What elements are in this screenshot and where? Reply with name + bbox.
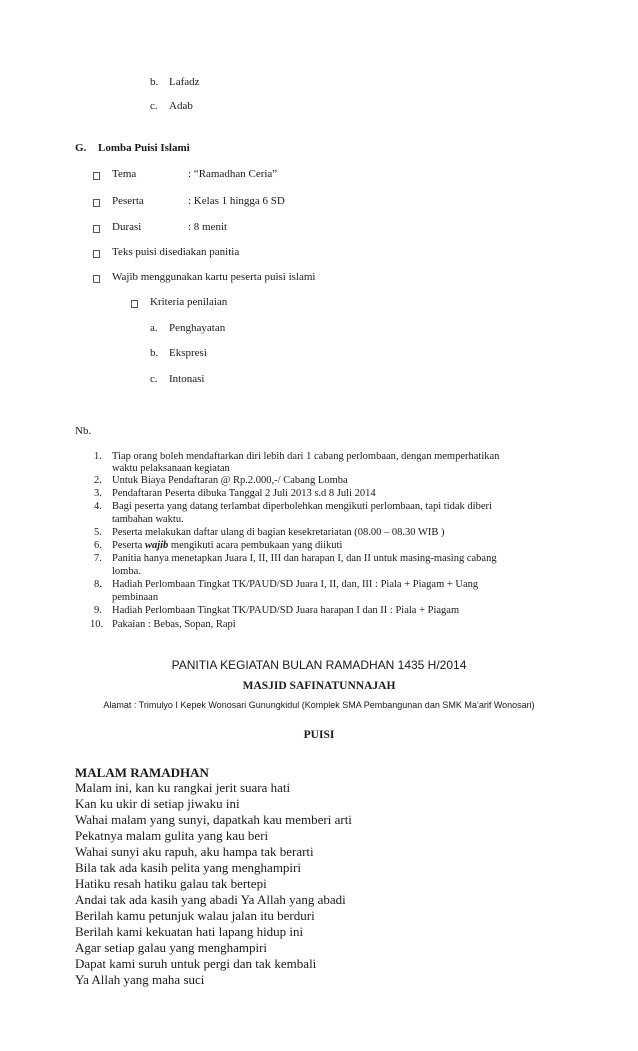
address-line: Alamat : Trimulyo I Kepek Wonosari Gunungkidul (Komplek SMA Pembangunan dan SMK Ma’arif Wonosari) bbox=[103, 700, 535, 710]
note-text: tambahan waktu. bbox=[112, 514, 184, 525]
criteria-item: Intonasi bbox=[169, 373, 205, 385]
list-marker: a. bbox=[150, 322, 158, 334]
notes-heading: Nb. bbox=[75, 425, 92, 437]
criteria-item: Ekspresi bbox=[169, 347, 207, 359]
checkbox-bullet-icon bbox=[131, 300, 138, 308]
poem-line: Wahai malam yang sunyi, dapatkah kau memberi arti bbox=[75, 812, 352, 827]
note-text: Hadiah Perlombaan Tingkat TK/PAUD/SD Juara I, II, dan, III : Piala + Piagam + Uang bbox=[112, 579, 479, 590]
bullet-value: : Kelas 1 hingga 6 SD bbox=[188, 195, 285, 207]
note-text-post: mengikuti acara pembukaan yang diikuti bbox=[168, 540, 343, 551]
poem-line: Hatiku resah hatiku galau tak bertepi bbox=[75, 876, 267, 891]
note-number: 8. bbox=[94, 579, 102, 590]
bullet-label: Durasi bbox=[112, 221, 142, 233]
note-number: 9. bbox=[94, 605, 102, 616]
note-text: Panitia hanya menetapkan Juara I, II, III dan harapan I, dan II untuk masing-masing cabang bbox=[112, 553, 497, 564]
note-text: Peserta melakukan daftar ulang di bagian kesekretariatan (08.00 – 08.30 WIB ) bbox=[112, 527, 445, 538]
poem-line: Berilah kamu petunjuk walau jalan itu berduri bbox=[75, 908, 315, 923]
checkbox-bullet-icon bbox=[93, 172, 100, 180]
poem-line: Bila tak ada kasih pelita yang menghampiri bbox=[75, 860, 301, 875]
section-letter: G. bbox=[75, 142, 87, 154]
bullet-label: Peserta bbox=[112, 195, 144, 207]
list-marker: c. bbox=[150, 100, 158, 112]
note-text: Hadiah Perlombaan Tingkat TK/PAUD/SD Juara harapan I dan II : Piala + Piagam bbox=[112, 605, 460, 616]
bullet-value: : “Ramadhan Ceria” bbox=[188, 168, 278, 180]
note-text: Untuk Biaya Pendaftaran @ Rp.2.000,-/ Cabang Lomba bbox=[112, 475, 348, 486]
checkbox-bullet-icon bbox=[93, 199, 100, 207]
poem-title: MALAM RAMADHAN bbox=[75, 765, 209, 780]
note-text: Tiap orang boleh mendaftarkan diri lebih dari 1 cabang perlombaan, dengan memperhatikan bbox=[112, 451, 500, 462]
note-number: 2. bbox=[94, 475, 102, 486]
list-item-text: Adab bbox=[169, 100, 193, 112]
note-number: 1. bbox=[94, 451, 102, 462]
note-text bbox=[112, 540, 342, 551]
note-number: 5. bbox=[94, 527, 102, 538]
list-marker: c. bbox=[150, 373, 158, 385]
bullet-label: Teks puisi disediakan panitia bbox=[112, 246, 240, 258]
list-item-text: Lafadz bbox=[169, 76, 200, 88]
poem-line: Dapat kami suruh untuk pergi dan tak kembali bbox=[75, 956, 317, 971]
list-marker: b. bbox=[150, 347, 159, 359]
emphasis-text: wajib bbox=[144, 540, 169, 551]
note-text: Pendaftaran Peserta dibuka Tanggal 2 Juli 2013 s.d 8 Juli 2014 bbox=[112, 488, 376, 499]
poem-line: Pekatnya malam gulita yang kau beri bbox=[75, 828, 269, 843]
note-text: pembinaan bbox=[112, 592, 159, 603]
note-number: 3. bbox=[94, 488, 102, 499]
note-number: 10. bbox=[90, 619, 104, 630]
section-title: Lomba Puisi Islami bbox=[98, 142, 190, 154]
poem-line: Ya Allah yang maha suci bbox=[75, 972, 205, 987]
poem-line: Berilah kami kekuatan hati lapang hidup ini bbox=[75, 924, 304, 939]
note-text: lomba. bbox=[112, 566, 141, 577]
criteria-item: Penghayatan bbox=[169, 322, 226, 334]
poem-line: Malam ini, kan ku rangkai jerit suara hati bbox=[75, 780, 291, 795]
committee-title: PANITIA KEGIATAN BULAN RAMADHAN 1435 H/2014 bbox=[171, 658, 467, 672]
note-number: 4. bbox=[94, 501, 102, 512]
checkbox-bullet-icon bbox=[93, 275, 100, 283]
note-text: waktu pelaksanaan kegiatan bbox=[112, 463, 230, 474]
poem-line: Agar setiap galau yang menghampiri bbox=[75, 940, 268, 955]
bullet-label: Tema bbox=[112, 168, 137, 180]
mosque-name: MASJID SAFINATUNNAJAH bbox=[242, 680, 396, 692]
note-text-pre: Peserta bbox=[112, 540, 145, 551]
checkbox-bullet-icon bbox=[93, 250, 100, 258]
note-text: Bagi peserta yang datang terlambat diperbolehkan mengikuti perlombaan, tapi tidak diberi bbox=[112, 501, 492, 512]
section-heading: PUISI bbox=[303, 729, 335, 741]
poem-line: Kan ku ukir di setiap jiwaku ini bbox=[75, 796, 240, 811]
note-number: 6. bbox=[94, 540, 102, 551]
note-text: Pakaian : Bebas, Sopan, Rapi bbox=[112, 619, 236, 630]
poem-line: Wahai sunyi aku rapuh, aku hampa tak berarti bbox=[75, 844, 314, 859]
bullet-value: : 8 menit bbox=[188, 221, 228, 233]
list-marker: b. bbox=[150, 76, 159, 88]
sub-bullet-label: Kriteria penilaian bbox=[150, 296, 228, 308]
note-number: 7. bbox=[94, 553, 102, 564]
poem-line: Andai tak ada kasih yang abadi Ya Allah yang abadi bbox=[75, 892, 346, 907]
checkbox-bullet-icon bbox=[93, 225, 100, 233]
bullet-label: Wajib menggunakan kartu peserta puisi islami bbox=[112, 271, 316, 283]
